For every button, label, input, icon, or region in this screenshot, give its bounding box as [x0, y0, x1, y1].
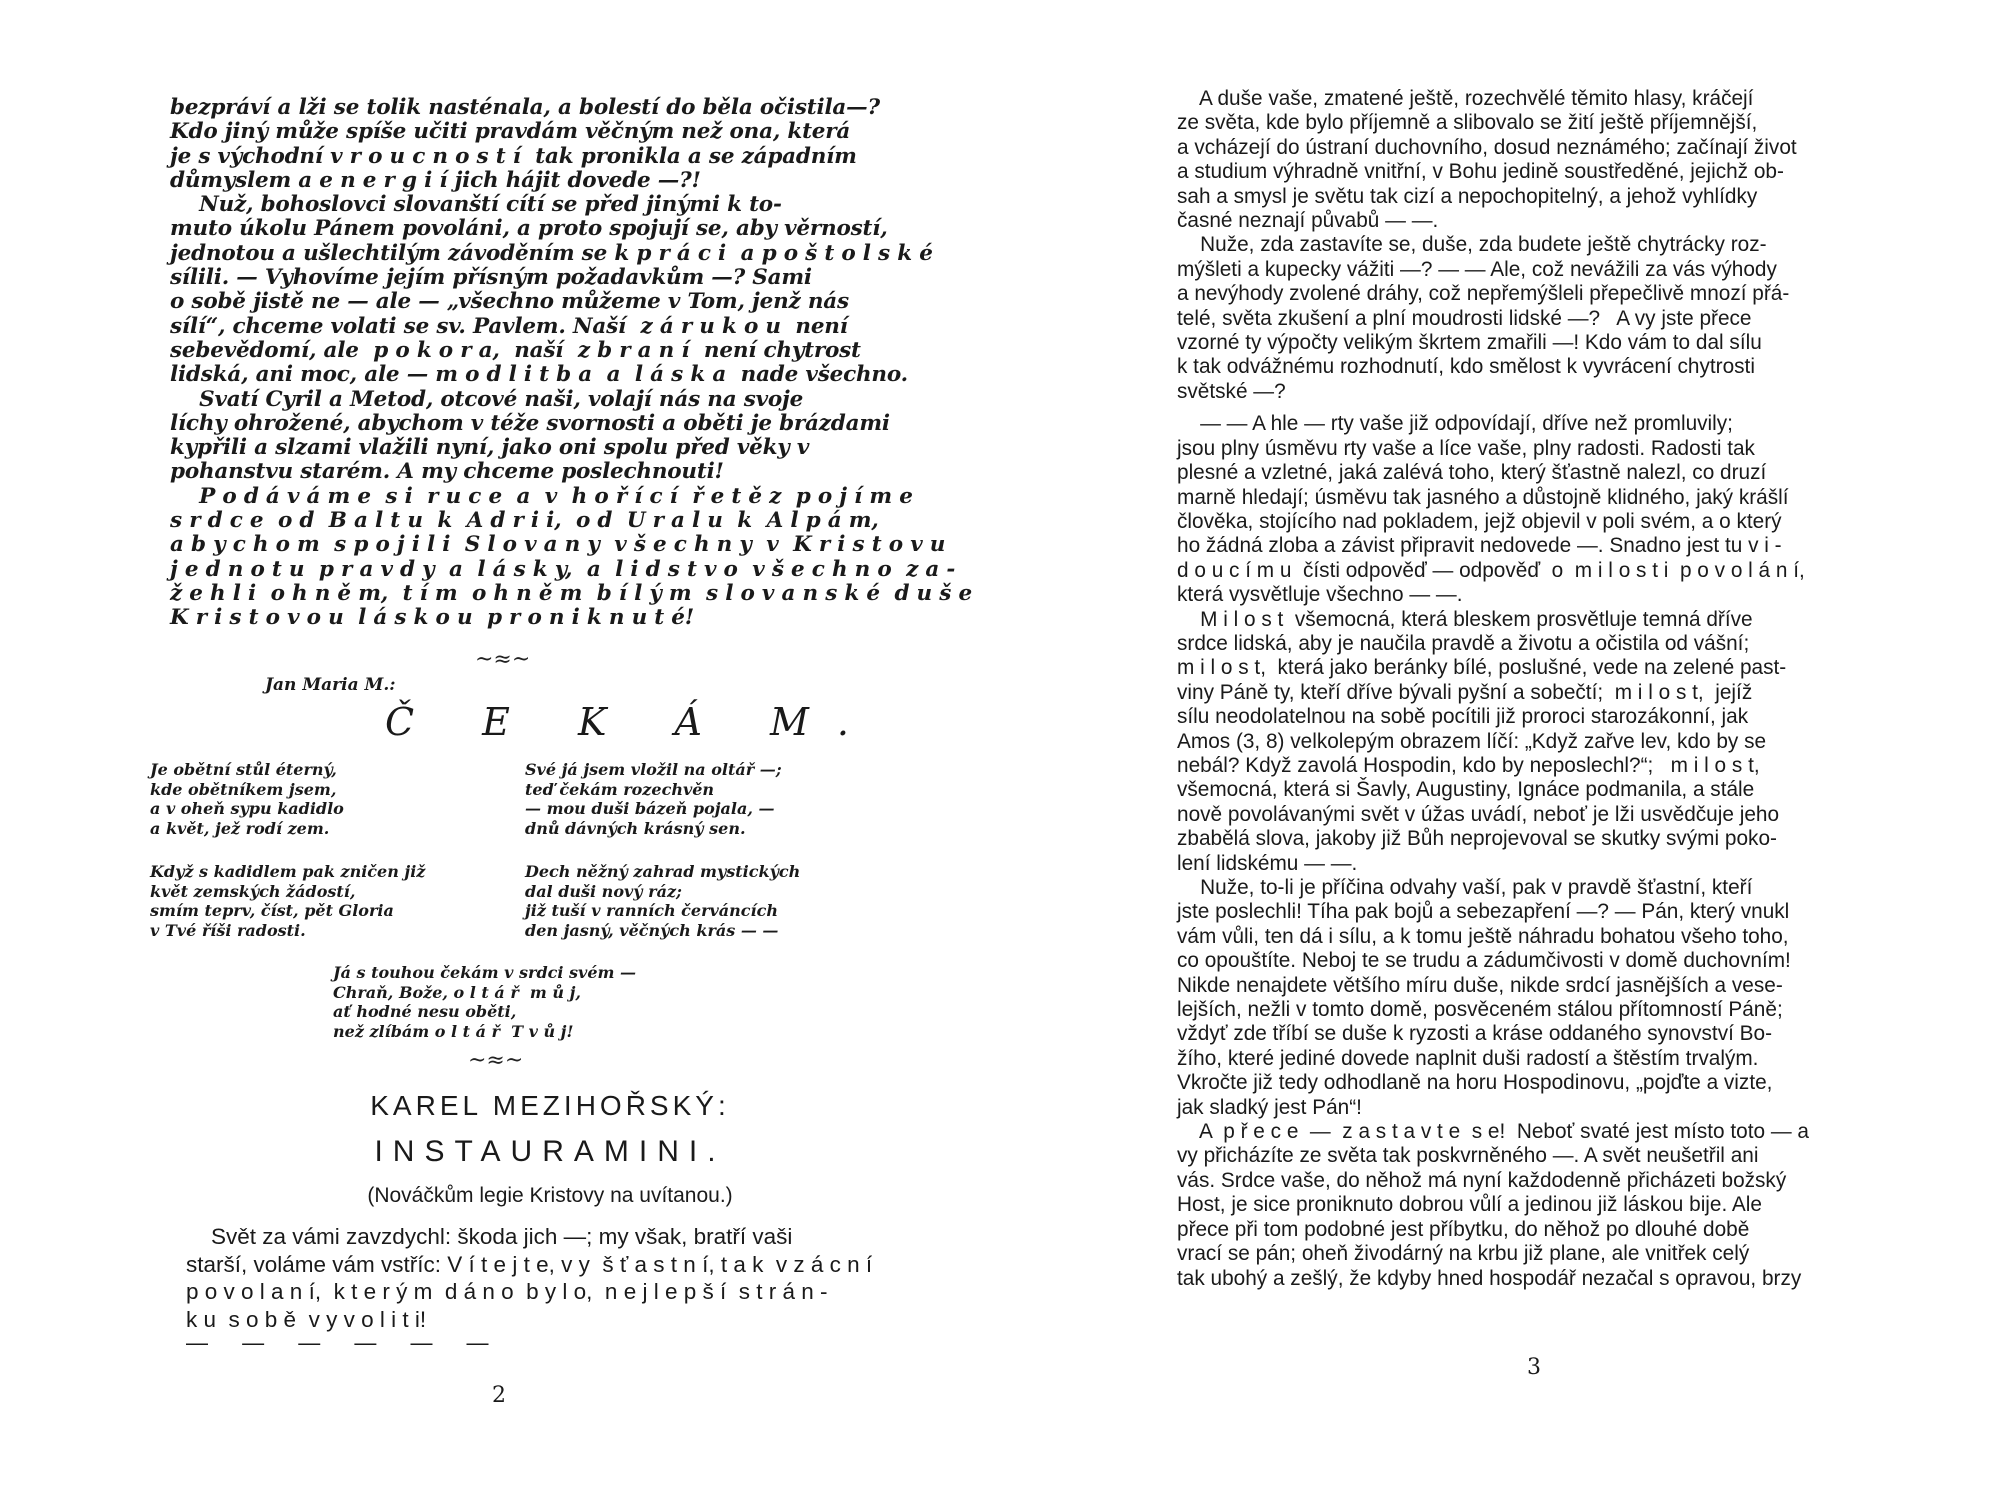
poem-line: Když s kadidlem pak zničen již	[150, 862, 426, 881]
poem-stanza-1	[150, 760, 344, 838]
poem-stanza-5	[333, 963, 636, 1041]
body-line: mýšleti a kupecky vážiti —? — — Ale, což nevážili za vás výhody	[1177, 257, 1777, 281]
body-line: lejších, nežli v tomto domě, posvěceném stálou přítomností Páně;	[1177, 998, 1783, 1022]
poem-line: Dech něžný zahrad mystických	[525, 862, 801, 881]
intro-line: s r d c e o d B a l t u k A d r i i, o d U r a l u k A l p á m,	[170, 508, 879, 534]
body-line: sah a smysl je světu tak cizí a nepochopitelný, a jehož vyhlídky	[1177, 184, 1758, 208]
body-line: Vkročte již tedy odhodlaně na horu Hospodinovu, „pojďte a vizte,	[1177, 1071, 1773, 1095]
intro-line: je s východní v r o u c n o s t í tak pronikla a se západním	[170, 143, 857, 169]
body-line: Amos (3, 8) velkolepým obrazem líčí: „Když zařve lev, kdo by se	[1177, 729, 1767, 753]
page-number-right: 3	[1527, 1355, 1541, 1380]
body-line: marně hledají; úsměvu tak jasného a důstojně klidného, jaký krášlí	[1177, 485, 1789, 509]
poem-line: ať hodné nesu oběti,	[333, 1002, 517, 1021]
right-page-body	[1177, 87, 1907, 1291]
poem-line: než zlíbám o l t á ř T v ů j!	[333, 1021, 574, 1041]
body-line: vzorné ty výpočty velikým škrtem zmařili —! Kdo vám to dal sílu	[1177, 331, 1762, 355]
body-line: vy přicházíte ze světa tak poskvrněného —. A svět neušetřil ani	[1177, 1144, 1759, 1168]
body-line: telé, světa zkušení a plní moudrosti lidské —? A vy jste přece	[1177, 306, 1752, 330]
article-author: KAREL MEZIHOŘSKÝ:	[370, 1090, 730, 1121]
body-line: člověka, stojícího nad pokladem, jejž objevil v poli svém, a o který	[1177, 509, 1782, 533]
body-line: časné neznají půvabů — —.	[1177, 209, 1439, 233]
article-title: INSTAURAMINI.	[374, 1135, 726, 1168]
intro-line: Kdo jiný může spíše učiti pravdám věčným než ona, která	[170, 119, 851, 145]
body-line: a nevýhody zvolené dráhy, což nepřemýšleli přepečlivě mnozí přá-	[1177, 282, 1790, 306]
body-line: d o u c í m u čísti odpověď — odpověď o m i l o s t i p o v o l á n í,	[1177, 558, 1805, 582]
intro-line: jednotou a ušlechtilým závoděním se k p r á c i a p o š t o l s k é	[170, 240, 933, 266]
body-line: jsou plny úsměvu rty vaše a líce vaše, plny radosti. Radosti tak	[1177, 436, 1755, 460]
intro-text	[170, 95, 972, 631]
body-line: A duše vaše, zmatené ještě, rozechvělé těmito hlasy, kráčejí	[1177, 87, 1754, 110]
poem-line: v Tvé říši radosti.	[150, 920, 306, 940]
poem-stanza-2	[525, 760, 782, 838]
body-line: srdce lidská, aby je naučila pravdě a životu a očistila od vášní;	[1177, 631, 1750, 655]
poem-line: — mou duši bázeň pojala, —	[525, 799, 775, 818]
body-line: A p ř e c e — z a s t a v t e s e! Neboť svaté jest místo toto — a	[1177, 1120, 1809, 1144]
body-line: žího, které jediné dovede naplnit duši radostí a štěstím trvalým.	[1177, 1046, 1759, 1070]
intro-line: P o d á v á m e s i r u c e a v h o ř í c í ř e t ě z p o j í m e	[170, 483, 913, 509]
poem-line: a květ, jež rodí zem.	[150, 818, 330, 838]
intro-line: sebevědomí, ale p o k o r a, naší z b r a n í není chytrost	[170, 337, 861, 363]
dash-separator: — — — — — —	[186, 1330, 503, 1355]
body-line: přece při tom podobné jest příbytku, do něhož po dlouhé době	[1177, 1217, 1750, 1241]
body-line: a studium výhradně vnitřní, v Bohu jedině soustředěné, jejichž ob-	[1177, 160, 1784, 184]
intro-line: líchy ohrožené, abychom v téže svornosti a oběti je brázdami	[170, 410, 890, 436]
poem-line: květ zemských žádostí,	[150, 881, 356, 901]
intro-line: j e d n o t u p r a v d y a l á s k y, a l i d s t v o v š e c h n o z a -	[170, 556, 956, 582]
body-line: která vysvětluje všechno — —.	[1177, 583, 1463, 607]
body-line: k tak odvážnému rozhodnutí, kdo smělost k vyvrácení chytrosti	[1177, 355, 1755, 379]
page-number-left: 2	[492, 1383, 506, 1408]
body-line: Nuže, zda zastavíte se, duše, zda budete ještě chytrácky roz-	[1177, 233, 1767, 257]
body-line: vždyť zde tříbí se duše k ryzosti a kráse oddaného synovství Bo-	[1177, 1022, 1773, 1046]
poem-line: Chraň, Bože, o l t á ř m ů j,	[333, 982, 581, 1002]
intro-line: Svatí Cyril a Metod, otcové naši, volají nás na svoje	[170, 386, 804, 412]
body-line: M i l o s t všemocná, která bleskem prosvětluje temná dříve	[1177, 607, 1753, 631]
body-line: sílu neodolatelnou na sobě pocítili již proroci starozákonní, jak	[1177, 705, 1749, 729]
poem-line: Své já jsem vložil na oltář —;	[525, 760, 782, 779]
intro-line: důmyslem a e n e r g i í jich hájit dovede —?!	[170, 167, 701, 193]
intro-line: lidská, ani moc, ale — m o d l i t b a a l á s k a nade všechno.	[170, 362, 908, 388]
body-line: co opouštíte. Neboj te se trudu a zádumčivosti v domě duchovním!	[1177, 949, 1791, 973]
poem-author: Jan Maria M.:	[265, 675, 396, 695]
body-line: plesné a vzletné, jaká zalévá toho, který šťastně nalezl, co druzí	[1177, 461, 1767, 485]
body-line: Nuže, to-li je příčina odvahy vaší, pak v pravdě šťastní, kteří	[1177, 876, 1753, 899]
intro-line: kypřili a slzami vlažili nyní, jako oni spolu před věky v	[170, 435, 810, 461]
body-line: Host, je sice proniknuto dobrou vůlí a jedinou již láskou bije. Ale	[1177, 1193, 1762, 1217]
poem-line: teď čekám rozechvěn	[525, 779, 715, 799]
body-line: ze světa, kde bylo příjemně a slibovalo se žití ještě příjemnější,	[1177, 111, 1758, 135]
poem-line: Já s touhou čekám v srdci svém —	[333, 963, 637, 982]
poem-line: již tuší v ranních červáncích	[525, 901, 778, 920]
ornament-divider: ~≈~	[475, 647, 531, 672]
poem-line: a v oheň sypu kadidlo	[150, 799, 344, 818]
poem-line: den jasný, věčných krás — —	[525, 920, 779, 940]
body-line: ho žádná zloba a závist připravit nedovede —. Snadno jest tu v i -	[1177, 534, 1782, 558]
body-line: zbabělá slova, jakoby již Bůh neprojevoval se skutky svými poko-	[1177, 827, 1777, 851]
intro-line: sílí“, chceme volati se sv. Pavlem. Naší z á r u k o u není	[170, 313, 848, 339]
body-line: Nikde nenajdete většího míru duše, nikde srdcí jasnějších a vese-	[1177, 973, 1783, 997]
body-line: tak ubohý a zešlý, že kdyby hned hospodář nezačal s opravou, brzy	[1177, 1266, 1802, 1290]
article-body	[186, 1223, 886, 1333]
intro-line: muto úkolu Pánem povoláni, a proto spojují se, aby věrností,	[170, 216, 888, 242]
body-line: vám vůli, ten dá i sílu, a k tomu ještě náhradu bohatou všeho toho,	[1177, 924, 1789, 948]
poem-stanza-4	[525, 862, 800, 940]
article-line: starší, voláme vám vstříc: V í t e j t e, v y š ť a s t n í, t a k v z á c n í	[186, 1251, 873, 1277]
intro-line: sílili. — Vyhovíme jejím přísným požadavkům —? Sami	[170, 265, 812, 291]
body-line: jste poslechli! Tíha pak bojů a sebezapření —? — Pán, který vnukl	[1177, 900, 1790, 924]
right-page	[1007, 0, 2014, 1501]
body-line: světské —?	[1177, 379, 1286, 403]
poem-line: kde obětníkem jsem,	[150, 779, 337, 799]
body-line	[1177, 404, 1907, 412]
poem-title: Č E K Á M.	[385, 700, 877, 744]
poem-line: dnů dávných krásný sen.	[525, 818, 746, 838]
article-line: p o v o l a n í, k t e r ý m d á n o b y l o, n e j l e p š í s t r á n -	[186, 1279, 828, 1304]
article-subtitle: (Nováčkům legie Kristovy na uvítanou.)	[367, 1184, 733, 1207]
article-line: Svět za vámi zavzdychl: škoda jich —; my však, bratří vaši	[186, 1224, 793, 1249]
body-line: — — A hle — rty vaše již odpovídají, dříve než promluvily;	[1177, 412, 1733, 436]
article-line: k u s o b ě v y v o l i t i!	[186, 1306, 427, 1332]
body-line: m i l o s t, která jako beránky bílé, poslušné, vede na zelené past-	[1177, 656, 1787, 680]
body-line: jak sladký jest Pán“!	[1177, 1095, 1362, 1119]
poem-line: Je obětní stůl éterný,	[150, 760, 337, 779]
intro-line: Nuž, bohoslovci slovanští cítí se před jinými k to-	[170, 192, 782, 218]
body-line: lení lidskému — —.	[1177, 851, 1358, 875]
body-line: vás. Srdce vaše, do něhož má nyní každodenně přicházeti božský	[1177, 1168, 1787, 1192]
poem-stanza-3	[150, 862, 425, 940]
intro-line: bezpráví a lži se tolik nasténala, a bolestí do běla očistila—?	[170, 95, 880, 120]
ornament-divider: ~≈~	[468, 1048, 524, 1073]
intro-line: K r i s t o v o u l á s k o u p r o n i k n u t é!	[170, 605, 695, 631]
poem-line: smím teprv, číst, pět Gloria	[150, 901, 394, 920]
body-line: všemocná, která si Šavly, Augustiny, Ignáce podmanila, a stále	[1177, 778, 1755, 802]
intro-line: ž e h l i o h n ě m, t í m o h n ě m b í l ý m s l o v a n s k é d u š e	[170, 580, 972, 606]
body-line: a vcházejí do ústraní duchovního, dosud neznámého; začínají život	[1177, 135, 1797, 159]
body-line: nebál? Když zavolá Hospodin, kdo by neposlechl?“; m i l o s t,	[1177, 753, 1760, 777]
intro-line: a b y c h o m s p o j i l i S l o v a n y v š e c h n y v K r i s t o v u	[170, 532, 946, 558]
body-line: viny Páně ty, kteří dříve bývali pyšní a sobečtí; m i l o s t, jejíž	[1177, 680, 1753, 704]
poem-line: dal duši nový ráz;	[525, 881, 682, 901]
body-line: vrací se pán; oheň živodárný na krbu již plane, ale vnitřek celý	[1177, 1242, 1750, 1266]
intro-line: pohanstvu starém. A my chceme poslechnouti!	[170, 459, 724, 485]
body-line: nově povolávanými svět v úžas uvádí, neboť je lži usvědčuje jeho	[1177, 802, 1780, 826]
intro-line: o sobě jistě ne — ale — „všechno můžeme v Tom, jenž nás	[170, 289, 849, 315]
